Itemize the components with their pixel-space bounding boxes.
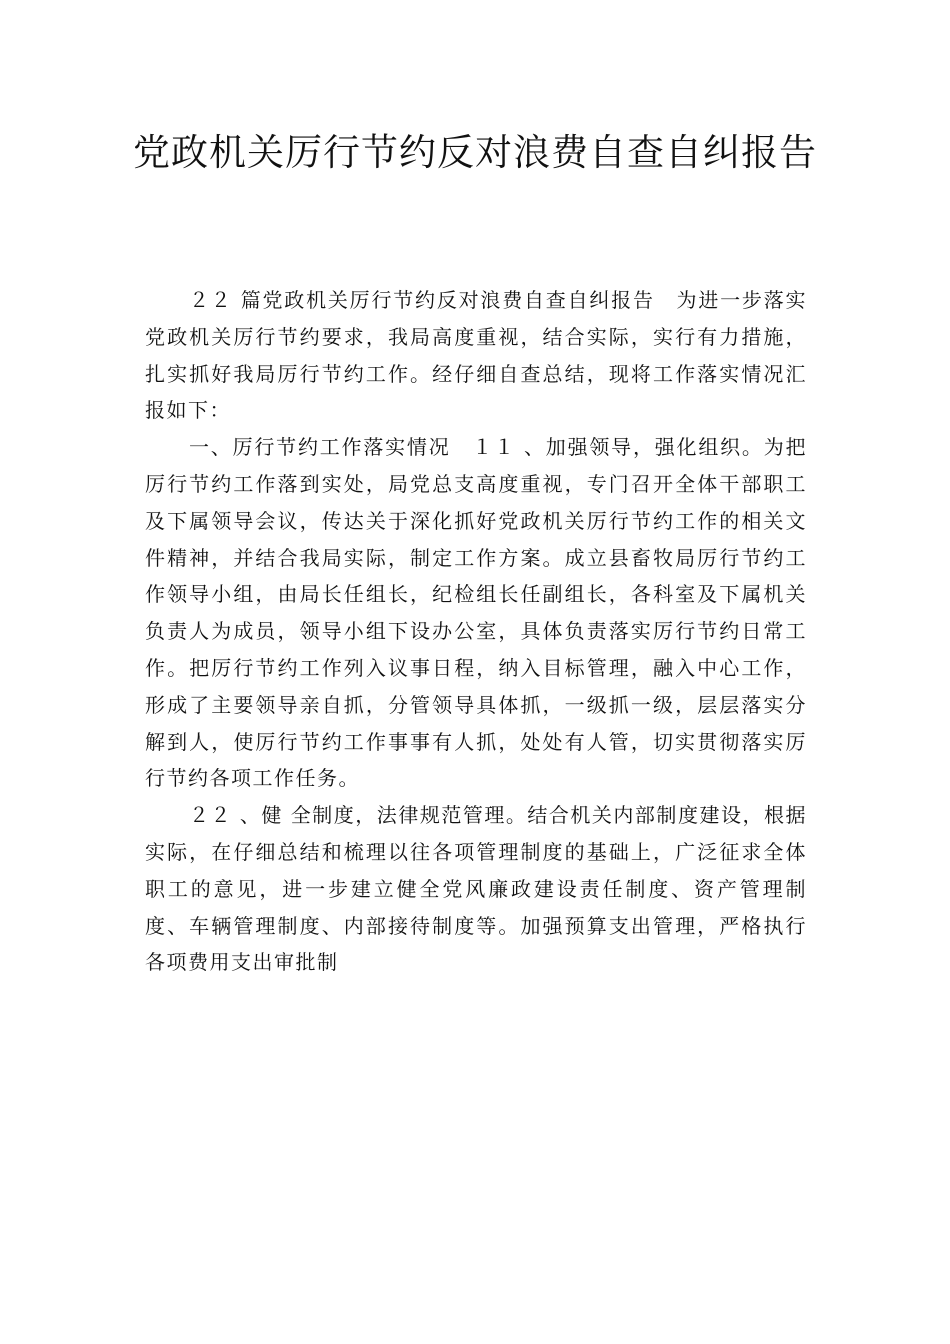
document-body [145, 282, 807, 981]
paragraph-intro: ２２ 篇党政机关厉行节约反对浪费自查自纠报告 为进一步落实党政机关厉行节约要求，我局高度重视，结合实际，实行有力措施，扎实抓好我局厉行节约工作。经仔细自查总结，现将工作落实情况汇报如下： [145, 288, 807, 423]
paragraph-section-one: 一、厉行节约工作落实情况 １１ 、加强领导，强化组织。为把厉行节约工作落到实处，局党总支高度重视，专门召开全体干部职工及下属领导会议，传达关于深化抓好党政机关厉行节约工作的相关文件精神，并结合我局实际，制定工作方案。成立县畜牧局厉行节约工作领导小组，由局长任组长，纪检组长任副组长，各科室及下属机关负责人为成员，领导小组下设办公室，具体负责落实厉行节约日常工作。把厉行节约工作列入议事日程，纳入目标管理，融入中心工作，形成了主要领导亲自抓，分管领导具体抓，一级抓一级，层层落实分解到人，使厉行节约工作事事有人抓，处处有人管，切实贯彻落实厉行节约各项工作任务。 [145, 435, 807, 791]
paragraph-section-two: ２２ 、健 全制度，法律规范管理。结合机关内部制度建设，根据实际，在仔细总结和梳理以往各项管理制度的基础上，广泛征求全体职工的意见，进一步建立健全党风廉政建设责任制度、资产管理制度、车辆管理制度、内部接待制度等。加强预算支出管理，严格执行各项费用支出审批制 [145, 803, 807, 975]
document-title: 党政机关厉行节约反对浪费自查自纠报告 [133, 131, 817, 174]
